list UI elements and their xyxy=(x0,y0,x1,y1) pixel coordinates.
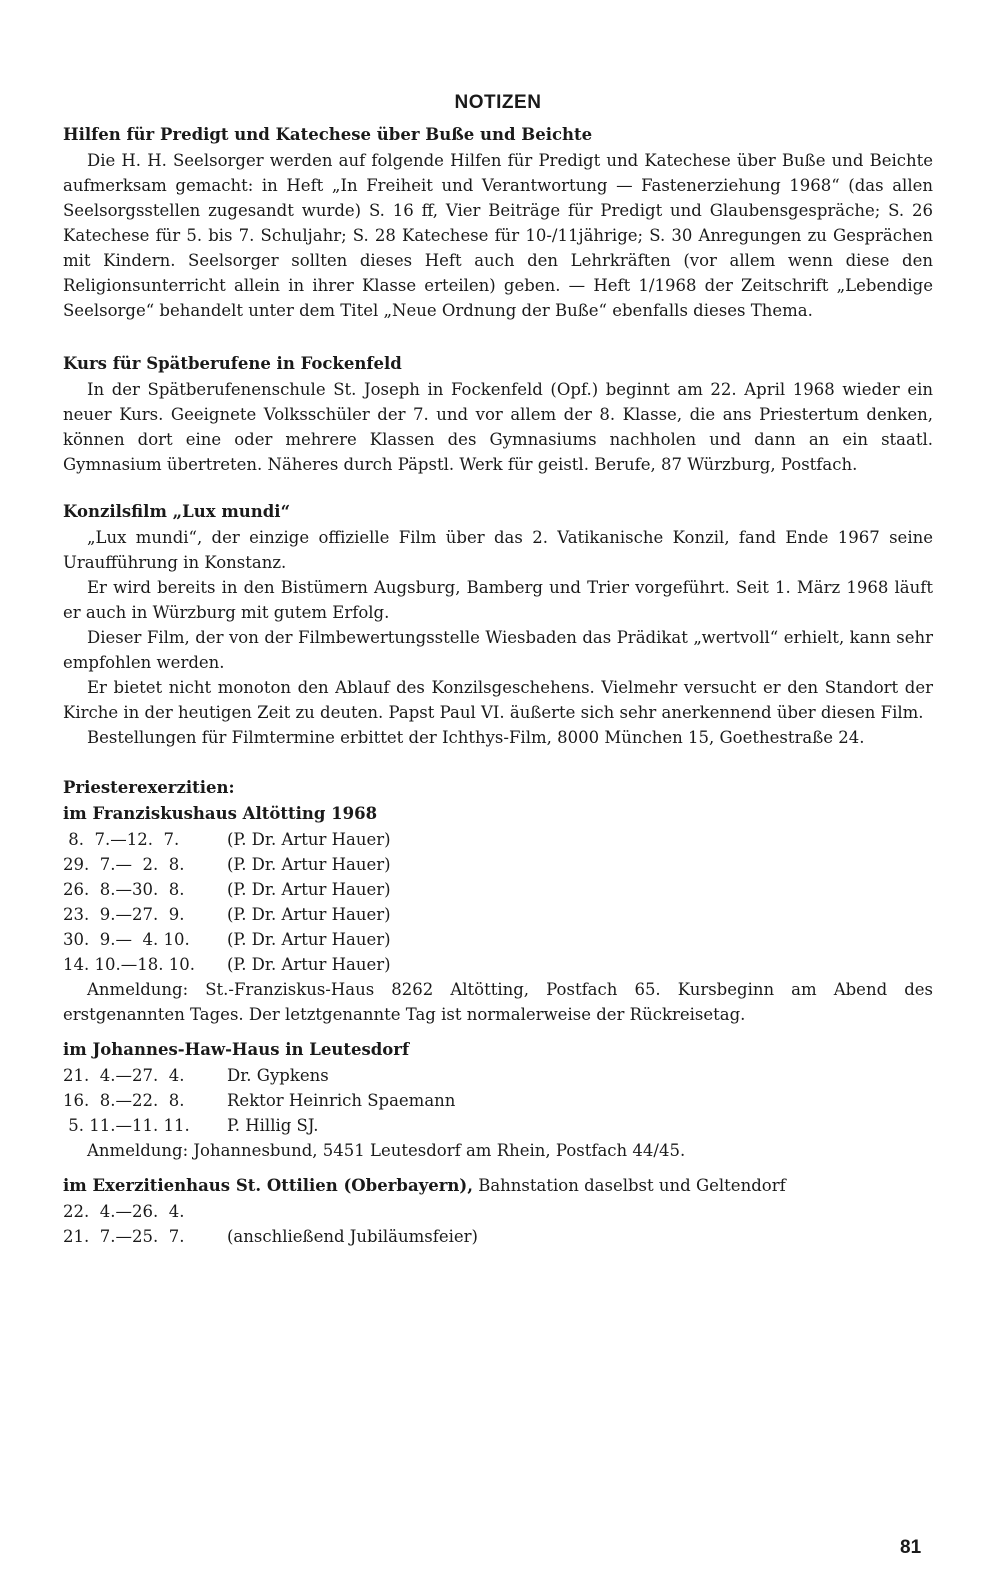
schedule-altoetting xyxy=(63,827,933,977)
schedule-leader: (P. Dr. Artur Hauer) xyxy=(227,955,391,974)
schedule-ottilien xyxy=(63,1199,933,1249)
registration-note: Anmeldung: Johannesbund, 5451 Leutesdorf am Rhein, Postfach 44/45. xyxy=(87,1141,686,1160)
section-fockenfeld xyxy=(63,351,933,477)
paragraph: „Lux mundi“, der einzige offizielle Film über das 2. Vatikanische Konzil, fand Ende 1967 seine Uraufführung in Konstanz. xyxy=(63,528,933,572)
subsection-heading-altoetting: im Franziskushaus Altötting 1968 xyxy=(63,804,378,823)
schedule-leader: (P. Dr. Artur Hauer) xyxy=(227,905,391,924)
document-page xyxy=(63,92,933,1249)
section-heading: Hilfen für Predigt und Katechese über Buße und Beichte xyxy=(63,125,593,144)
schedule-date: 29. 7.— 2. 8. xyxy=(63,855,185,874)
schedule-row xyxy=(63,1224,933,1249)
schedule-row xyxy=(63,952,933,977)
schedule-date: 23. 9.—27. 9. xyxy=(63,905,185,924)
schedule-date: 26. 8.—30. 8. xyxy=(63,880,185,899)
schedule-row xyxy=(63,927,933,952)
schedule-row xyxy=(63,1199,933,1224)
paragraph: Er wird bereits in den Bistümern Augsburg, Bamberg und Trier vorgeführt. Seit 1. März 1968 läuft er auch in Würzburg mit gutem Erfolg. xyxy=(63,578,933,622)
schedule-leader: (P. Dr. Artur Hauer) xyxy=(227,930,391,949)
subsection-heading-leutesdorf: im Johannes-Haw-Haus in Leutesdorf xyxy=(63,1040,410,1059)
section-heading: Kurs für Spätberufene in Fockenfeld xyxy=(63,354,402,373)
schedule-date: 16. 8.—22. 8. xyxy=(63,1091,185,1110)
schedule-leader: (anschließend Jubiläumsfeier) xyxy=(227,1227,478,1246)
schedule-date: 8. 7.—12. 7. xyxy=(63,830,180,849)
schedule-row xyxy=(63,1063,933,1088)
paragraph: Er bietet nicht monoton den Ablauf des Konzilsgeschehens. Vielmehr versucht er den Standort der Kirche in der heutigen Zeit zu deuten. Papst Paul VI. äußerte sich sehr anerkennend über diesen Film. xyxy=(63,678,933,722)
schedule-row xyxy=(63,877,933,902)
schedule-leutesdorf xyxy=(63,1063,933,1138)
subsection-heading-tail: Bahnstation daselbst und Geltendorf xyxy=(472,1176,786,1195)
section-busse xyxy=(63,122,933,323)
schedule-row xyxy=(63,1088,933,1113)
paragraph: In der Spätberufenenschule St. Joseph in Fockenfeld (Opf.) beginnt am 22. April 1968 wieder ein neuer Kurs. Geeignete Volksschüler der 7. und vor allem der 8. Klasse, die ans Priestertum denken, können dort eine oder mehrere Klassen des Gymnasiums nachholen und dann an ein staatl. Gymnasium übertreten. Näheres durch Päpstl. Werk für geistl. Berufe, 87 Würzburg, Postfach. xyxy=(63,380,933,474)
schedule-leader: (P. Dr. Artur Hauer) xyxy=(227,855,391,874)
schedule-row xyxy=(63,1113,933,1138)
paragraph: Bestellungen für Filmtermine erbittet der Ichthys-Film, 8000 München 15, Goethestraße 24. xyxy=(87,728,865,747)
schedule-row xyxy=(63,852,933,877)
schedule-date: 21. 4.—27. 4. xyxy=(63,1066,185,1085)
section-heading: Konzilsfilm „Lux mundi“ xyxy=(63,502,291,521)
schedule-row xyxy=(63,902,933,927)
section-heading: Priesterexerzitien: xyxy=(63,778,235,797)
paragraph: Dieser Film, der von der Filmbewertungsstelle Wiesbaden das Prädikat „wertvoll“ erhielt, kann sehr empfohlen werden. xyxy=(63,628,933,672)
schedule-date: 14. 10.—18. 10. xyxy=(63,955,195,974)
schedule-leader: Rektor Heinrich Spaemann xyxy=(227,1091,456,1110)
schedule-leader xyxy=(227,1199,933,1224)
section-exerzitien xyxy=(63,775,933,1249)
schedule-leader: (P. Dr. Artur Hauer) xyxy=(227,830,391,849)
paragraph: Die H. H. Seelsorger werden auf folgende Hilfen für Predigt und Katechese über Buße und Beichte aufmerksam gemacht: in Heft „In Freiheit und Verantwortung — Fastenerziehung 1968“ (das allen Seelsorgsstellen zugesandt wurde) S. 16 ff, Vier Beiträge für Predigt und Glaubensgespräche; S. 26 Katechese für 5. bis 7. Schuljahr; S. 28 Katechese für 10-/11jährige; S. 30 Anregungen zu Gesprächen mit Kindern. Seelsorger sollten dieses Heft auch den Lehrkräften (vor allem wenn diese den Religionsunterricht allein in ihrer Klasse erteilen) geben. — Heft 1/1968 der Zeitschrift „Lebendige Seelsorge“ behandelt unter dem Titel „Neue Ordnung der Buße“ ebenfalls dieses Thema. xyxy=(63,151,933,320)
schedule-date: 22. 4.—26. 4. xyxy=(63,1202,185,1221)
registration-note: Anmeldung: St.-Franziskus-Haus 8262 Altötting, Postfach 65. Kursbeginn am Abend des erstgenannten Tages. Der letztgenannte Tag ist normalerweise der Rückreisetag. xyxy=(63,980,933,1024)
page-title: NOTIZEN xyxy=(454,92,542,113)
subsection-heading-ottilien xyxy=(63,1173,933,1199)
schedule-date: 5. 11.—11. 11. xyxy=(63,1116,190,1135)
page-number: 81 xyxy=(900,1537,922,1558)
schedule-date: 30. 9.— 4. 10. xyxy=(63,930,190,949)
subsection-heading-bold: im Exerzitienhaus St. Ottilien (Oberbayern), xyxy=(63,1176,473,1195)
schedule-leader: (P. Dr. Artur Hauer) xyxy=(227,880,391,899)
schedule-date: 21. 7.—25. 7. xyxy=(63,1227,185,1246)
schedule-leader: P. Hillig SJ. xyxy=(227,1116,319,1135)
schedule-leader: Dr. Gypkens xyxy=(227,1066,329,1085)
schedule-row xyxy=(63,827,933,852)
section-luxmundi xyxy=(63,499,933,750)
